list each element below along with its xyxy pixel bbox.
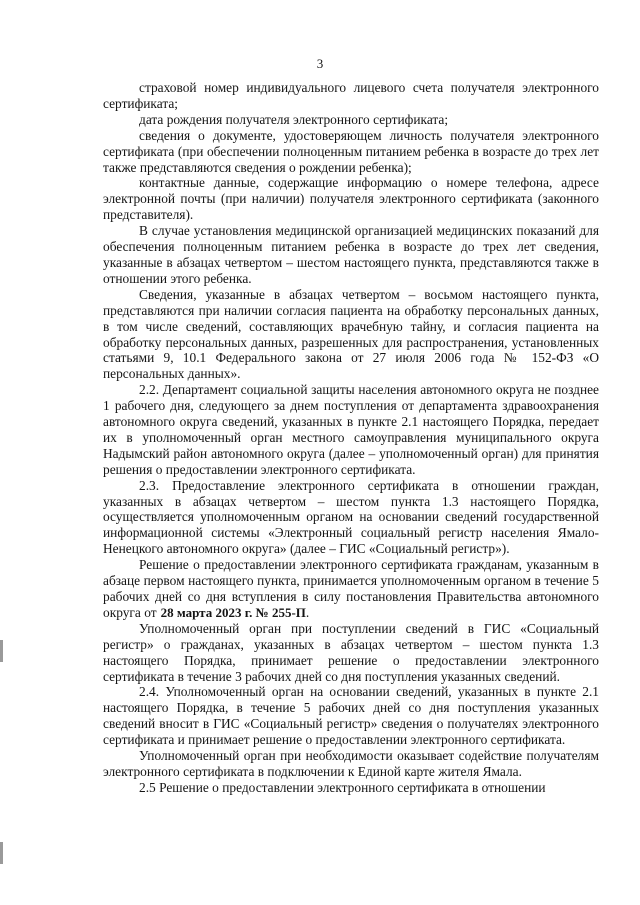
decision-tail: .: [305, 604, 310, 620]
paragraph: В случае установления медицинской организацией медицинских показаний для обеспечения полноценным питанием ребенка в возрасте до трех лет сведения, указанные в абзацах четвертом – шестом настоящего пункта, представляются также в отношении этого ребенка.: [103, 223, 599, 286]
paragraph: сведения о документе, удостоверяющем личность получателя электронного сертификата (при обеспечении полноценным питанием ребенка в возрасте до трех лет также представляются сведения о рождении ребенка);: [103, 127, 599, 175]
paragraph: дата рождения получателя электронного сертификата;: [139, 111, 449, 127]
page-number: 3: [316, 56, 324, 71]
document-body: [103, 80, 599, 796]
decision-paragraph: [103, 557, 599, 621]
paragraph: 2.3. Предоставление электронного сертификата в отношении граждан, указанных в абзацах четвертом – шестом пункта 1.3 настоящего Порядка, осуществляется уполномоченным органом на основании сведений государственной информационной системы «Электронный социальный регистр населения Ямало-Ненецкого автономного округа» (далее – ГИС «Социальный регистр»).: [103, 477, 599, 557]
decree-date-stamp: 28 марта 2023 г. № 255-П: [160, 604, 306, 620]
paragraph: 2.4. Уполномоченный орган на основании сведений, указанных в пункте 2.1 настоящего Порядка, в течение 5 рабочих дней со дня поступления указанных сведений вносит в ГИС «Социальный регистр» сведения о получателях электронного сертификата и принимает решение о предоставлении электронного сертификата.: [103, 684, 599, 748]
paragraph: страховой номер индивидуального лицевого счета получателя электронного сертификата;: [103, 80, 599, 111]
decision-text: Решение о предоставлении электронного сертификата гражданам, указанным в абзаце первом настоящего пункта, принимается уполномоченным органом в течение 5 рабочих дней со дня вступления в силу постановления Правительства автономного округа от: [103, 557, 599, 620]
paragraph: Сведения, указанные в абзацах четвертом – восьмом настоящего пункта, представляются при наличии согласия пациента на обработку персональных данных, в том числе сведений, составляющих врачебную тайну, и согласия пациента на обработку персональных данных, разрешенных для распространения, установленных статьями 9, 10.1 Федерального закона от 27 июля 2006 года № 152-ФЗ «О персональных данных».: [103, 286, 599, 382]
paragraph: Уполномоченный орган при поступлении сведений в ГИС «Социальный регистр» о гражданах, указанных в абзацах четвертом – шестом пункта 1.3 настоящего Порядка, принимает решение о предоставлении электронного сертификата в течение 3 рабочих дней со дня поступления указанных сведений.: [103, 620, 599, 684]
paragraph: 2.5 Решение о предоставлении электронного сертификата в отношении: [139, 779, 546, 795]
paragraph: контактные данные, содержащие информацию о номере телефона, адресе электронной почты (при наличии) получателя электронного сертификата (законного представителя).: [103, 175, 599, 223]
paragraph: 2.2. Департамент социальной защиты населения автономного округа не позднее 1 рабочего дня, следующего за днем поступления от департамента здравоохранения автономного округа сведений, указанных в пункте 2.1 настоящего Порядка, передает их в уполномоченный орган местного самоуправления муниципального округа Надымский район автономного округа (далее – уполномоченный орган) для принятия решения о предоставлении электронного сертификата.: [103, 382, 599, 477]
scan-edge-mark: [0, 842, 3, 864]
paragraph: Уполномоченный орган при необходимости оказывает содействие получателям электронного сертификата в подключении к Единой карте жителя Ямала.: [103, 748, 599, 779]
scan-edge-mark: [0, 640, 3, 662]
